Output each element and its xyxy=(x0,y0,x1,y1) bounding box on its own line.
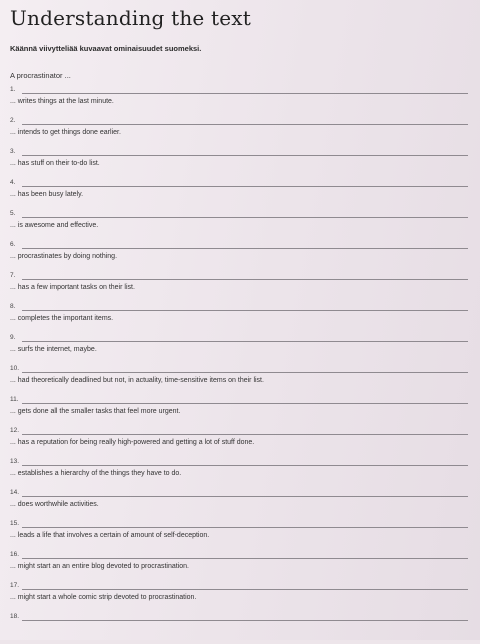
exercise-item xyxy=(0,272,480,303)
item-description: ... surfs the internet, maybe. xyxy=(10,346,97,353)
exercise-item xyxy=(0,303,480,334)
page-title: Understanding the text xyxy=(10,6,251,30)
answer-line[interactable] xyxy=(22,589,468,590)
exercise-list xyxy=(0,86,480,644)
item-number: 10. xyxy=(10,365,20,372)
item-number: 13. xyxy=(10,458,20,465)
item-number: 14. xyxy=(10,489,20,496)
item-description: ... has been busy lately. xyxy=(10,191,84,198)
item-description: ... intends to get things done earlier. xyxy=(10,129,121,136)
answer-line[interactable] xyxy=(22,186,468,187)
exercise-item xyxy=(0,210,480,241)
exercise-item xyxy=(0,551,480,582)
answer-line[interactable] xyxy=(22,465,468,466)
exercise-item xyxy=(0,458,480,489)
exercise-item xyxy=(0,365,480,396)
item-description: ... leads a life that involves a certain of amount of self-deception. xyxy=(10,532,210,539)
item-description: ... establishes a hierarchy of the things they have to do. xyxy=(10,470,182,477)
answer-line[interactable] xyxy=(22,279,468,280)
intro-text: A procrastinator ... xyxy=(10,71,71,80)
item-number: 15. xyxy=(10,520,20,527)
item-description: ... is awesome and effective. xyxy=(10,222,99,229)
exercise-item xyxy=(0,179,480,210)
item-number: 8. xyxy=(10,303,16,310)
answer-line[interactable] xyxy=(22,93,468,94)
exercise-item xyxy=(0,241,480,272)
item-number: 7. xyxy=(10,272,16,279)
item-number: 17. xyxy=(10,582,20,589)
item-number: 11. xyxy=(10,396,19,403)
exercise-item xyxy=(0,396,480,427)
item-description: ... had theoretically deadlined but not, in actuality, time-sensitive items on their list. xyxy=(10,377,264,384)
answer-line[interactable] xyxy=(22,496,468,497)
answer-line[interactable] xyxy=(22,527,468,528)
exercise-item xyxy=(0,613,480,644)
item-description: ... has stuff on their to-do list. xyxy=(10,160,100,167)
item-number: 5. xyxy=(10,210,16,217)
item-number: 12. xyxy=(10,427,20,434)
exercise-item xyxy=(0,520,480,551)
exercise-item xyxy=(0,148,480,179)
item-number: 18. xyxy=(10,613,20,620)
exercise-item xyxy=(0,489,480,520)
item-description: ... writes things at the last minute. xyxy=(10,98,114,105)
item-number: 9. xyxy=(10,334,16,341)
answer-line[interactable] xyxy=(22,620,468,621)
item-description: ... does worthwhile activities. xyxy=(10,501,99,508)
item-number: 4. xyxy=(10,179,16,186)
answer-line[interactable] xyxy=(22,403,468,404)
item-description: ... might start a whole comic strip devoted to procrastination. xyxy=(10,594,197,601)
answer-line[interactable] xyxy=(22,248,468,249)
answer-line[interactable] xyxy=(22,341,468,342)
answer-line[interactable] xyxy=(22,217,468,218)
item-description: ... procrastinates by doing nothing. xyxy=(10,253,118,260)
exercise-item xyxy=(0,334,480,365)
answer-line[interactable] xyxy=(22,558,468,559)
answer-line[interactable] xyxy=(22,372,468,373)
item-number: 16. xyxy=(10,551,20,558)
exercise-item xyxy=(0,86,480,117)
item-description: ... completes the important items. xyxy=(10,315,114,322)
answer-line[interactable] xyxy=(22,124,468,125)
item-description: ... has a reputation for being really high-powered and getting a lot of stuff done. xyxy=(10,439,255,446)
item-description: ... gets done all the smaller tasks that feel more urgent. xyxy=(10,408,181,415)
item-description: ... might start an an entire blog devoted to procrastination. xyxy=(10,563,189,570)
item-number: 6. xyxy=(10,241,16,248)
item-number: 2. xyxy=(10,117,16,124)
instruction-text: Käännä viivytteliää kuvaavat ominaisuudet suomeksi. xyxy=(10,44,202,53)
answer-line[interactable] xyxy=(22,310,468,311)
answer-line[interactable] xyxy=(22,155,468,156)
exercise-item xyxy=(0,427,480,458)
item-number: 1. xyxy=(10,86,16,93)
exercise-item xyxy=(0,582,480,613)
item-description: ... has a few important tasks on their list. xyxy=(10,284,135,291)
item-number: 3. xyxy=(10,148,16,155)
answer-line[interactable] xyxy=(22,434,468,435)
exercise-item xyxy=(0,117,480,148)
